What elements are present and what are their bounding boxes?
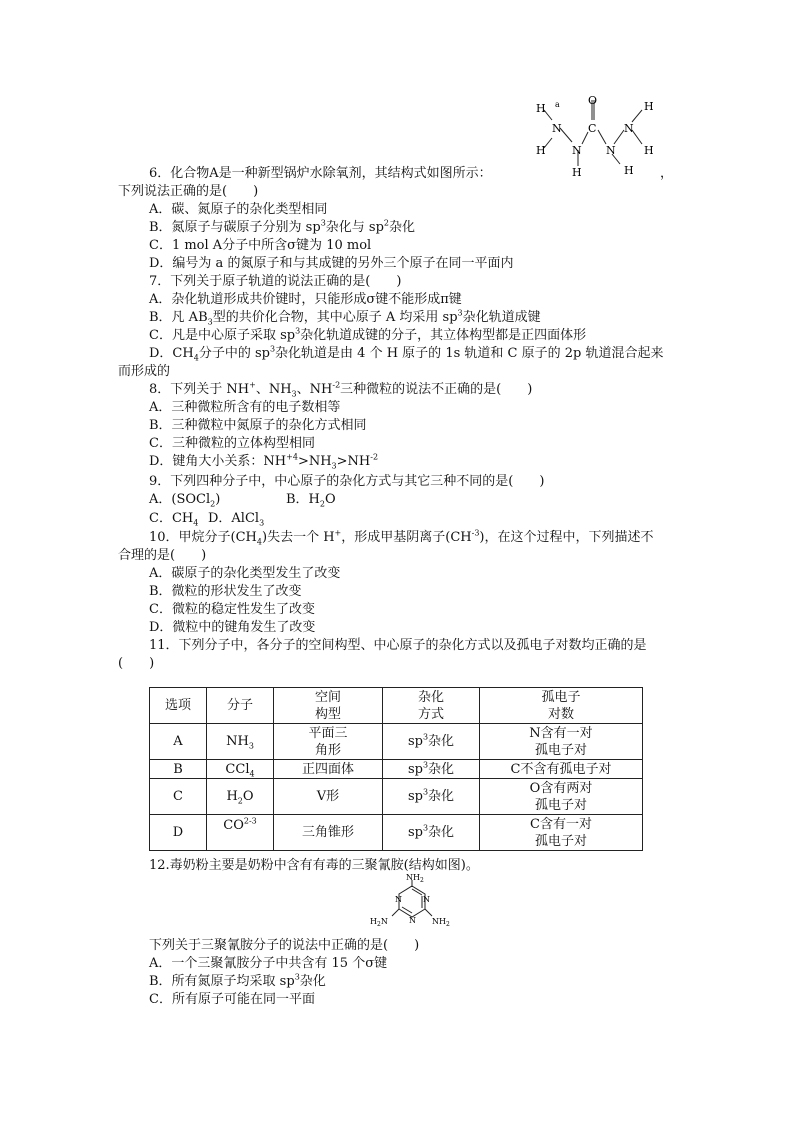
q8-stem-text4: 三种微粒的说法不正确的是( ) — [340, 382, 533, 397]
hyb-sup: 3 — [422, 823, 429, 833]
q9-d-sub: 3 — [259, 518, 265, 528]
table-cell-hybrid — [383, 724, 480, 760]
q11-options-table — [149, 687, 643, 851]
table-row — [150, 760, 643, 779]
q8-d-sub: 3 — [331, 461, 337, 471]
q10-stem-text3: ，形成甲基阴离子(CH — [341, 530, 472, 545]
q7-option-d — [149, 345, 663, 362]
q6-stem: 6．化合物A是一种新型锅炉水除氧剂，其结构式如图所示： — [149, 166, 492, 181]
struct-h6: H — [624, 164, 634, 177]
table-cell-lone-pair: N含有一对 孤电子对 — [480, 724, 643, 760]
melamine-structure — [362, 872, 462, 934]
q7-option-b — [149, 309, 541, 326]
q8-d-text3: >NH — [336, 454, 371, 469]
q8-d-sup1: +4 — [286, 452, 298, 462]
table-cell-hybrid — [383, 779, 480, 815]
q9-option-a — [149, 491, 220, 508]
struct-h4: H — [644, 100, 654, 113]
q10-stem-sub: 4 — [256, 537, 262, 547]
q12-option-b — [149, 973, 326, 990]
q9-b-sub: 2 — [319, 499, 325, 509]
q7-c-sup: 3 — [295, 326, 301, 336]
q8-stem-sup1: + — [249, 380, 256, 390]
mol-text2: O — [242, 789, 254, 804]
q7-c-text2: 杂化轨道成键的分子，其立体构型都是正四面体形 — [300, 328, 587, 343]
struct-label-a: a — [555, 100, 560, 109]
table-header-cell: 空间 构型 — [274, 688, 383, 724]
q9-c-text1: C．CH — [149, 511, 194, 526]
q8-stem-text3: 、NH — [296, 382, 333, 397]
q8-option-d — [149, 453, 378, 470]
mol-text: H — [226, 789, 238, 804]
q12-stem-cont: 下列关于三聚氰胺分子的说法中正确的是( ) — [149, 938, 420, 953]
struct-h2: H — [536, 144, 546, 157]
table-cell-molecule — [207, 724, 274, 760]
table-cell-shape: 三角锥形 — [274, 815, 383, 851]
struct-h3: H — [572, 166, 582, 179]
mol-sub: 2 — [237, 796, 243, 806]
hyb-text2: 杂化 — [428, 789, 455, 804]
melamine-h2n-left: $H_2N$ — [370, 917, 388, 928]
q11-stem: 11．下列分子中，各分子的空间构型、中心原子的杂化方式以及孤电子对数均正确的是 — [149, 638, 647, 653]
melamine-nh2-top: $NH_2$ — [406, 873, 424, 884]
q9-stem: 9．下列四种分子中，中心原子的杂化方式与其它三种不同的是( ) — [149, 474, 545, 489]
q10-stem-sup2: -3 — [471, 528, 480, 538]
table-cell-shape: 平面三 角形 — [274, 724, 383, 760]
q6-b-text3: 杂化 — [389, 220, 416, 235]
table-cell-lone-pair: C不含有孤电子对 — [480, 760, 643, 779]
struct-c: C — [588, 122, 597, 135]
q7-b-text1: B．凡 AB — [149, 310, 208, 325]
mol-text: CO — [223, 818, 244, 833]
q6-option-c: C．1 mol A分子中所含σ键为 10 mol — [149, 238, 372, 253]
table-header-cell: 孤电子 对数 — [480, 688, 643, 724]
q7-d-text2: 分子中的 sp — [198, 346, 270, 361]
q9-a-sub: 2 — [210, 499, 216, 509]
hyb-text: sp — [407, 825, 423, 840]
struct-o: O — [588, 94, 598, 107]
q7-stem: 7．下列关于原子轨道的说法正确的是( ) — [149, 274, 402, 289]
q10-option-b: B．微粒的形状发生了改变 — [149, 584, 302, 599]
q8-d-sup2: -2 — [370, 452, 379, 462]
hyb-text: sp — [407, 789, 423, 804]
table-cell-shape: 正四面体 — [274, 760, 383, 779]
q8-stem-sup2: -2 — [332, 380, 341, 390]
q7-option-d-cont: 而形成的 — [118, 364, 171, 379]
hyb-text2: 杂化 — [428, 734, 455, 749]
q8-option-a: A．三种微粒所含有的电子数相等 — [149, 400, 341, 415]
q7-d-text3: 杂化轨道是由 4 个 H 原子的 1s 轨道和 C 原子的 2p 轨道混合起来 — [275, 346, 664, 361]
struct-n2: N — [572, 144, 582, 157]
melamine-nh2-right: $NH_2$ — [432, 917, 450, 928]
q9-option-d — [208, 510, 264, 527]
q8-stem-text1: 8．下列关于 NH — [149, 382, 250, 397]
hyb-sup: 3 — [422, 760, 429, 770]
q7-b-sup: 3 — [457, 308, 463, 318]
q8-d-text1: D．键角大小关系：NH — [149, 454, 287, 469]
q10-stem-text4: )，在这个过程中，下列描述不 — [479, 530, 654, 545]
q8-stem — [149, 381, 532, 398]
table-cell-option: D — [150, 815, 207, 851]
q9-option-b — [286, 491, 336, 508]
q12-b-text2: 杂化 — [299, 974, 326, 989]
table-cell-option: A — [150, 724, 207, 760]
hyb-text: sp — [407, 734, 423, 749]
q10-stem-text2: )失去一个 H — [262, 530, 335, 545]
q6-b-text2: 杂化与 sp — [325, 220, 384, 235]
q8-option-c: C．三种微粒的立体构型相同 — [149, 436, 315, 451]
table-cell-shape: V形 — [274, 779, 383, 815]
q6-b-text1: B．氮原子与碳原子分别为 sp — [149, 220, 321, 235]
struct-h1: H — [536, 102, 546, 115]
hyb-sup: 3 — [422, 732, 429, 742]
q10-option-d: D．微粒中的键角发生了改变 — [149, 620, 316, 635]
q8-d-text2: >NH — [297, 454, 332, 469]
q6-comma: ， — [660, 166, 674, 181]
table-cell-molecule — [207, 779, 274, 815]
q9-d-text1: D．AlCl — [208, 511, 260, 526]
table-cell-molecule — [207, 760, 274, 779]
struct-h5: H — [644, 144, 654, 157]
mol-sup: 2-3 — [243, 816, 257, 826]
melamine-n-bottom: N — [409, 916, 416, 925]
mol-text: CCl — [225, 761, 250, 777]
q10-option-a: A．碳原子的杂化类型发生了改变 — [149, 566, 341, 581]
table-row — [150, 815, 643, 851]
q7-b-sub: 3 — [207, 317, 213, 327]
melamine-n-left: N — [395, 895, 402, 904]
struct-n3: N — [624, 122, 634, 135]
q9-b-text1: B．H — [286, 492, 320, 507]
q7-d-text1: D．CH — [149, 346, 194, 361]
table-cell-lone-pair: O含有两对 孤电子对 — [480, 779, 643, 815]
q10-stem-cont: 合理的是( ) — [118, 548, 207, 563]
q8-option-b: B．三种微粒中氮原子的杂化方式相同 — [149, 418, 367, 433]
table-cell-option: C — [150, 779, 207, 815]
table-header-cell: 分子 — [207, 688, 274, 724]
table-header-row — [150, 688, 643, 724]
q7-d-sup: 3 — [269, 344, 276, 354]
hyb-text2: 杂化 — [428, 825, 455, 840]
table-header-cell: 选项 — [150, 688, 207, 724]
hyb-text2: 杂化 — [428, 761, 455, 777]
struct-n1: N — [552, 122, 562, 135]
q6-option-b — [149, 219, 415, 236]
mol-sub: 4 — [249, 769, 255, 779]
q8-stem-sub: 3 — [291, 389, 297, 399]
q10-stem-sup: + — [334, 528, 342, 538]
q6-option-d: D．编号为 a 的氮原子和与其成键的另外三个原子在同一平面内 — [149, 256, 514, 271]
q9-c-sub: 4 — [193, 518, 199, 528]
table-row — [150, 724, 643, 760]
compound-a-structure — [528, 92, 660, 180]
q10-stem-text1: 10．甲烷分子(CH — [149, 530, 257, 545]
q10-stem — [149, 529, 653, 546]
struct-n4: N — [606, 144, 616, 157]
q7-d-sub: 4 — [193, 353, 199, 363]
q7-option-a: A．杂化轨道形成共价键时，只能形成σ键不能形成π键 — [149, 292, 462, 307]
q12-b-sup: 3 — [294, 972, 300, 982]
q12-b-text1: B．所有氮原子均采取 sp — [149, 974, 295, 989]
q7-c-text1: C．凡是中心原子采取 sp — [149, 328, 296, 343]
table-row — [150, 779, 643, 815]
q9-b-text2: O — [324, 492, 336, 507]
q9-a-text1: A．(SOCl — [149, 492, 211, 507]
table-cell-hybrid — [383, 815, 480, 851]
q12-option-c: C．所有原子可能在同一平面 — [149, 992, 315, 1007]
q7-option-c — [149, 327, 586, 344]
q6-option-a: A．碳、氮原子的杂化类型相同 — [149, 202, 328, 217]
melamine-n-right: N — [423, 895, 430, 904]
q7-b-text3: 杂化轨道成键 — [462, 310, 541, 325]
table-cell-option: B — [150, 760, 207, 779]
q9-option-c — [149, 510, 198, 527]
hyb-sup: 3 — [422, 787, 429, 797]
q11-stem-cont: ( ) — [118, 656, 155, 671]
q7-b-text2: 型的共价化合物，其中心原子 A 均采用 sp — [212, 310, 458, 325]
q6-stem-cont: 下列说法正确的是( ) — [118, 184, 259, 199]
hyb-text: sp — [407, 761, 423, 777]
q6-b-sup2: 2 — [383, 218, 390, 228]
table-cell-molecule — [207, 815, 274, 851]
mol-sub: 3 — [248, 741, 254, 751]
mol-text: NH — [226, 734, 249, 749]
table-cell-lone-pair: C含有一对 孤电子对 — [480, 815, 643, 851]
q12-stem: 12.毒奶粉主要是奶粉中含有有毒的三聚氰胺(结构如图)。 — [149, 858, 479, 873]
q6-b-sup1: 3 — [320, 218, 326, 228]
table-header-cell: 杂化 方式 — [383, 688, 480, 724]
q9-a-text2: ) — [215, 492, 221, 507]
table-cell-hybrid — [383, 760, 480, 779]
q10-option-c: C．微粒的稳定性发生了改变 — [149, 602, 315, 617]
q8-stem-text2: 、NH — [255, 382, 292, 397]
q12-option-a: A．一个三聚氰胺分子中共含有 15 个σ键 — [149, 956, 388, 971]
